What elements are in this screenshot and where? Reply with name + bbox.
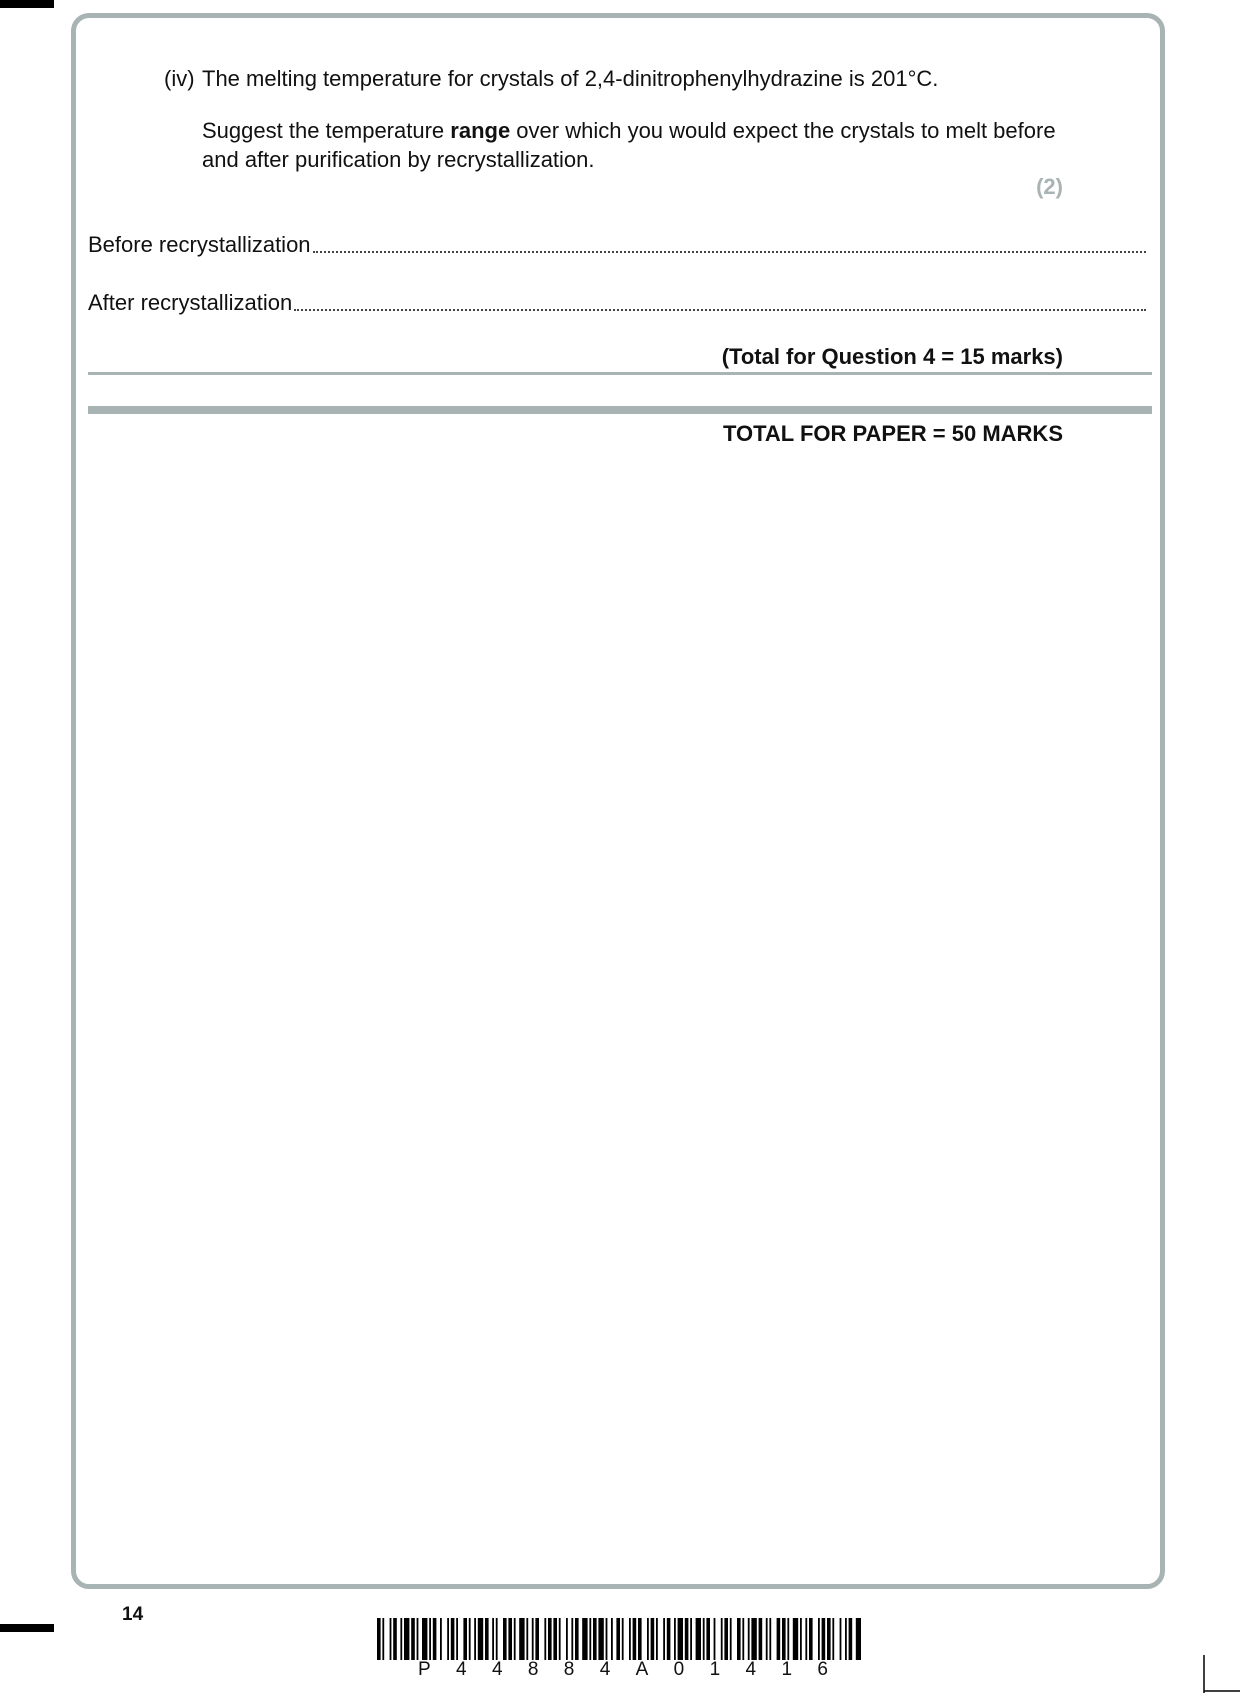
barcode-bar (793, 1618, 798, 1660)
barcode-bar (667, 1618, 671, 1660)
barcode-char: 0 (673, 1659, 685, 1680)
barcode-bar (400, 1618, 402, 1660)
barcode-bar (730, 1618, 732, 1660)
question-instruction (202, 116, 1062, 174)
barcode-bar (589, 1618, 591, 1660)
before-label: Before recrystallization (88, 232, 311, 257)
barcode-bar (769, 1618, 771, 1660)
question-number: (iv) (164, 66, 195, 91)
barcode-bar (532, 1618, 534, 1660)
barcode-bar (526, 1618, 528, 1660)
barcode-char: 4 (456, 1659, 467, 1680)
barcode-char: 8 (563, 1659, 575, 1680)
barcode-bar (433, 1618, 437, 1660)
barcode-char: 6 (817, 1659, 828, 1680)
barcode-bar (571, 1618, 573, 1660)
after-answer-dots[interactable] (294, 308, 1146, 311)
divider-thick (88, 406, 1152, 414)
barcode (377, 1618, 861, 1660)
barcode-bar (519, 1618, 524, 1660)
barcode-bar (429, 1618, 431, 1660)
barcode-bar (703, 1618, 705, 1660)
barcode-bar (390, 1618, 392, 1660)
barcode-bar (393, 1618, 397, 1660)
barcode-bar (827, 1618, 831, 1660)
barcode-bar (656, 1618, 658, 1660)
barcode-bar (474, 1618, 476, 1660)
barcode-bar (759, 1618, 763, 1660)
barcode-bar (651, 1618, 655, 1660)
barcode-bar (496, 1618, 498, 1660)
marks-available: (2) (1036, 174, 1063, 199)
barcode-bar (514, 1618, 516, 1660)
barcode-bar (766, 1618, 768, 1660)
barcode-bar (559, 1618, 561, 1660)
barcode-bar (548, 1618, 552, 1660)
barcode-bar (622, 1618, 624, 1660)
barcode-char: 1 (709, 1659, 721, 1680)
divider-thin (88, 372, 1152, 375)
barcode-bar (840, 1618, 842, 1660)
barcode-bar (805, 1618, 807, 1660)
barcode-bar (382, 1618, 384, 1660)
barcode-bar (456, 1618, 458, 1660)
barcode-bar (553, 1618, 557, 1660)
barcode-bar (663, 1618, 665, 1660)
barcode-bar (633, 1618, 637, 1660)
barcode-bar (800, 1618, 802, 1660)
barcode-bar (447, 1618, 449, 1660)
instruction-part-2: over which you would expect the crystals to melt before and after purification by recrystallization. (202, 118, 1056, 172)
barcode-bar (451, 1618, 455, 1660)
barcode-bar (751, 1618, 756, 1660)
barcode-bar (440, 1618, 442, 1660)
barcode-bar (544, 1618, 546, 1660)
barcode-char: 4 (745, 1659, 757, 1680)
barcode-bar (629, 1618, 631, 1660)
barcode-char: A (635, 1659, 649, 1680)
barcode-bar (575, 1618, 579, 1660)
barcode-char: 1 (781, 1659, 793, 1680)
barcode-bar (748, 1618, 750, 1660)
registration-mark-top (0, 0, 54, 8)
instruction-part-1: Suggest the temperature (202, 118, 451, 143)
barcode-bar (469, 1618, 471, 1660)
barcode-char: 8 (527, 1659, 539, 1680)
barcode-bar (696, 1618, 701, 1660)
barcode-bar (674, 1618, 676, 1660)
barcode-bar (724, 1618, 728, 1660)
barcode-bar (606, 1618, 608, 1660)
barcode-char: 4 (491, 1659, 503, 1680)
barcode-bar (411, 1618, 415, 1660)
barcode-bar (809, 1618, 813, 1660)
barcode-bar (593, 1618, 597, 1660)
barcode-bar (503, 1618, 507, 1660)
registration-mark-bottom (0, 1624, 54, 1632)
barcode-bar (377, 1618, 381, 1660)
barcode-bar (616, 1618, 620, 1660)
barcode-bar (492, 1618, 494, 1660)
barcode-bar (849, 1618, 853, 1660)
barcode-char: P (418, 1659, 431, 1680)
barcode-bar (647, 1618, 649, 1660)
barcode-bar (777, 1618, 781, 1660)
paper-total: TOTAL FOR PAPER = 50 MARKS (722, 421, 1063, 446)
after-label: After recrystallization (88, 290, 293, 315)
barcode-bar (678, 1618, 683, 1660)
crop-mark-bottom-right (1202, 1655, 1240, 1693)
barcode-bar (845, 1618, 847, 1660)
barcode-bar (685, 1618, 689, 1660)
barcode-bar (478, 1618, 483, 1660)
barcode-bar (856, 1618, 861, 1660)
barcode-bar (782, 1618, 786, 1660)
answer-line-before[interactable] (88, 232, 1146, 258)
barcode-bar (714, 1618, 716, 1660)
barcode-bar (582, 1618, 587, 1660)
barcode-bar (463, 1618, 467, 1660)
barcode-bar (417, 1618, 419, 1660)
barcode-bar (706, 1618, 710, 1660)
barcode-bar (721, 1618, 723, 1660)
page-number: 14 (122, 1604, 144, 1625)
barcode-bar (832, 1618, 834, 1660)
barcode-char: 4 (599, 1659, 611, 1680)
barcode-bar (742, 1618, 744, 1660)
barcode-bar (508, 1618, 512, 1660)
barcode-bar (690, 1618, 692, 1660)
before-answer-dots[interactable] (313, 250, 1146, 253)
barcode-bar (535, 1618, 539, 1660)
barcode-bar (822, 1618, 826, 1660)
barcode-text (418, 1659, 828, 1681)
barcode-bar (638, 1618, 642, 1660)
barcode-bar (422, 1618, 427, 1660)
barcode-bar (737, 1618, 741, 1660)
instruction-bold: range (450, 118, 511, 143)
barcode-bar (787, 1618, 789, 1660)
barcode-bar (598, 1618, 603, 1660)
question-total: (Total for Question 4 = 15 marks) (721, 344, 1063, 369)
barcode-bar (404, 1618, 409, 1660)
answer-line-after[interactable] (88, 290, 1146, 316)
barcode-bar (611, 1618, 613, 1660)
barcode-bar (566, 1618, 568, 1660)
barcode-bar (818, 1618, 820, 1660)
question-text: The melting temperature for crystals of 2,4-dinitrophenylhydrazine is 201°C. (202, 66, 939, 91)
barcode-bar (485, 1618, 489, 1660)
